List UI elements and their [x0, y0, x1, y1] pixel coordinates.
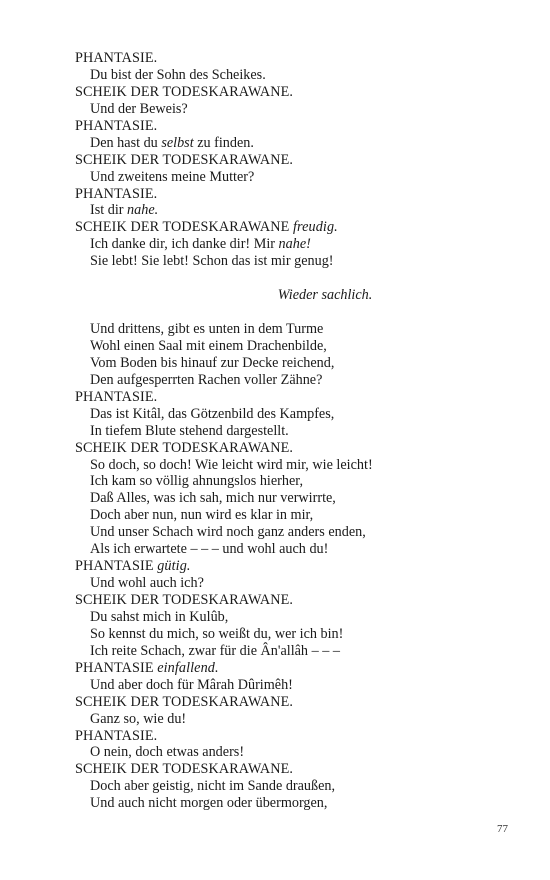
verse-line: [75, 236, 515, 253]
verse-line: [75, 541, 515, 558]
text-span: Und unser Schach wird noch ganz anders enden,: [90, 524, 366, 541]
verse-line: [75, 473, 515, 490]
text-span: Ich danke dir, ich danke dir! Mir: [90, 236, 279, 253]
verse-line: [75, 643, 515, 660]
text-span: Das ist Kitâl, das Götzenbild des Kampfes,: [90, 405, 335, 422]
text-span: So doch, so doch! Wie leicht wird mir, wie leicht!: [90, 456, 373, 473]
speaker-name: [75, 50, 515, 67]
text-span: Daß Alles, was ich sah, mich nur verwirrte,: [90, 490, 336, 507]
text-span: SCHEIK DER TODESKARAWANE.: [75, 592, 293, 608]
italic-text: gütig.: [157, 558, 191, 575]
text-span: Ich kam so völlig ahnungslos hierher,: [90, 473, 303, 490]
speaker-name: [75, 558, 515, 575]
text-span: PHANTASIE: [75, 659, 158, 676]
speaker-name: [75, 118, 515, 135]
blank-line: [75, 270, 515, 287]
blank-line: [75, 304, 515, 321]
speaker-name: [75, 440, 515, 457]
text-span: Sie lebt! Sie lebt! Schon das ist mir genug!: [90, 253, 334, 270]
verse-line: [75, 135, 515, 152]
page-number: 77: [497, 823, 508, 835]
verse-line: [75, 677, 515, 694]
speaker-name: [75, 694, 515, 711]
text-span: SCHEIK DER TODESKARAWANE: [75, 219, 293, 236]
verse-line: [75, 711, 515, 728]
italic-text: nahe!: [278, 236, 311, 253]
verse-line: [75, 795, 515, 812]
verse-line: [75, 406, 515, 423]
italic-text: selbst: [161, 134, 194, 151]
speaker-name: [75, 761, 515, 778]
text-span: SCHEIK DER TODESKARAWANE.: [75, 151, 293, 168]
speaker-name: [75, 389, 515, 406]
text-span: Du sahst mich in Kulûb,: [90, 608, 229, 625]
text-span: Als ich erwartete – – – und wohl auch du!: [90, 541, 329, 558]
text-span: SCHEIK DER TODESKARAWANE.: [75, 439, 293, 456]
italic-text: Wieder sachlich.: [277, 287, 373, 304]
text-span: Doch aber geistig, nicht im Sande draußen,: [90, 778, 336, 795]
verse-line: [75, 372, 515, 389]
verse-line: [75, 507, 515, 524]
text-span: SCHEIK DER TODESKARAWANE.: [75, 761, 293, 778]
text-span: Den hast du: [90, 134, 162, 151]
text-span: So kennst du mich, so weißt du, wer ich bin!: [90, 625, 344, 642]
speaker-name: [75, 152, 515, 169]
italic-text: nahe.: [127, 202, 159, 219]
verse-line: [75, 202, 515, 219]
verse-line: [75, 575, 515, 592]
verse-line: [75, 169, 515, 186]
text-span: Wohl einen Saal mit einem Drachenbilde,: [90, 337, 327, 354]
verse-line: [75, 67, 515, 84]
speaker-name: [75, 219, 515, 236]
speaker-name: [75, 660, 515, 677]
verse-line: [75, 423, 515, 440]
text-span: Und der Beweis?: [90, 100, 188, 117]
text-span: SCHEIK DER TODESKARAWANE.: [75, 83, 293, 100]
verse-line: [75, 457, 515, 474]
text-span: Und wohl auch ich?: [90, 575, 204, 592]
text-span: Und drittens, gibt es unten in dem Turme: [90, 321, 324, 337]
text-span: Doch aber nun, nun wird es klar in mir,: [90, 507, 314, 524]
verse-line: [75, 253, 515, 270]
text-span: Ist dir: [90, 202, 128, 219]
verse-line: [75, 490, 515, 507]
text-span: SCHEIK DER TODESKARAWANE.: [75, 693, 293, 710]
text-span: PHANTASIE.: [75, 117, 158, 134]
text-span: Du bist der Sohn des Scheikes.: [90, 66, 266, 83]
verse-line: [75, 101, 515, 118]
verse-line: [75, 626, 515, 643]
text-span: PHANTASIE.: [75, 185, 158, 202]
text-span: Den aufgesperrten Rachen voller Zähne?: [90, 371, 323, 388]
text-span: Ganz so, wie du!: [90, 710, 187, 727]
italic-text: einfallend.: [157, 659, 219, 676]
verse-line: [75, 778, 515, 795]
text-span: In tiefem Blute stehend dargestellt.: [90, 422, 289, 439]
verse-line: [75, 321, 515, 338]
speaker-name: [75, 84, 515, 101]
stage-direction: [75, 287, 515, 304]
verse-line: [75, 609, 515, 626]
italic-text: freudig.: [293, 219, 338, 236]
text-span: PHANTASIE.: [75, 388, 158, 405]
verse-line: [75, 338, 515, 355]
text-span: Vom Boden bis hinauf zur Decke reichend,: [90, 354, 335, 371]
speaker-name: [75, 592, 515, 609]
text-span: O nein, doch etwas anders!: [90, 744, 245, 761]
text-span: PHANTASIE: [75, 558, 158, 575]
text-span: Ich reite Schach, zwar für die Ân'allâh – – –: [90, 642, 340, 659]
text-span: PHANTASIE.: [75, 727, 158, 744]
text-span: Und auch nicht morgen oder übermorgen,: [90, 795, 328, 812]
play-text: [75, 50, 515, 812]
verse-line: [75, 355, 515, 372]
speaker-name: [75, 728, 515, 745]
speaker-name: [75, 186, 515, 203]
text-span: Und aber doch für Mârah Dûrimêh!: [90, 676, 293, 693]
text-span: PHANTASIE.: [75, 50, 158, 66]
verse-line: [75, 524, 515, 541]
verse-line: [75, 744, 515, 761]
text-span: zu finden.: [193, 134, 254, 151]
text-span: Und zweitens meine Mutter?: [90, 168, 255, 185]
